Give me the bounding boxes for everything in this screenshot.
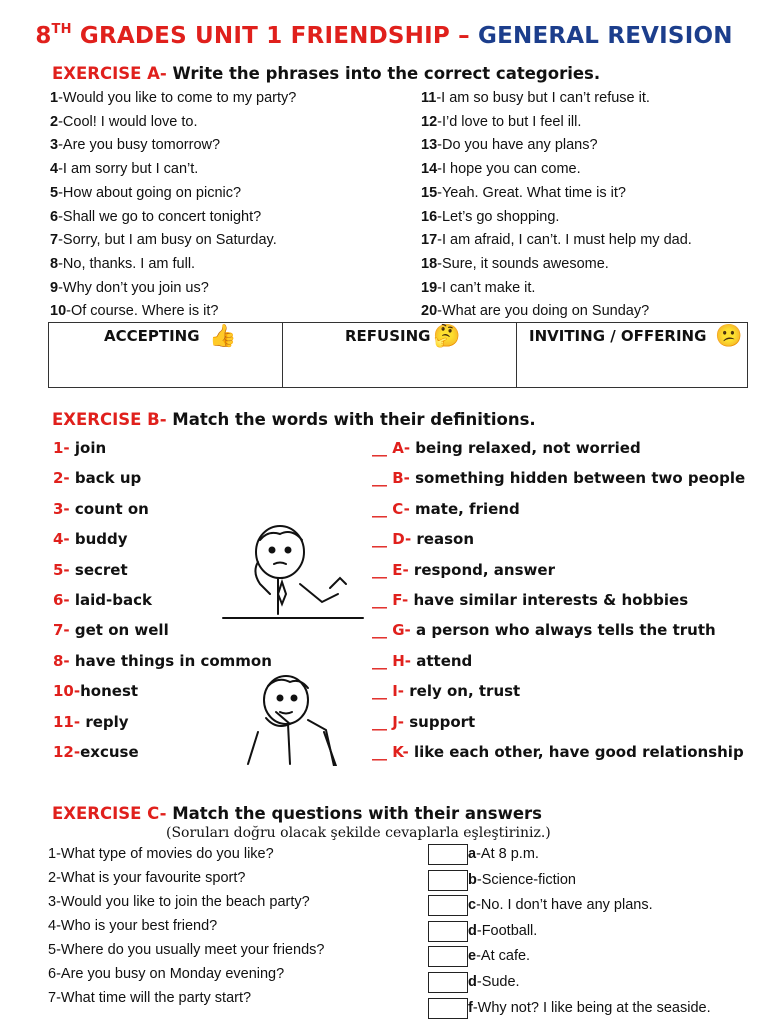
definition-code: __ F-	[372, 591, 409, 609]
word-text: have things in common	[69, 651, 272, 670]
item-number: 17	[421, 232, 438, 249]
item-number: 9	[50, 279, 59, 296]
item-number: 15	[421, 184, 438, 201]
title-grade-num: 8	[35, 23, 52, 49]
exercise-a-item	[50, 113, 198, 131]
word-number: 12-	[53, 743, 81, 761]
answer-item	[468, 999, 711, 1017]
definition-code: __ A-	[372, 439, 411, 457]
item-number: 13	[421, 137, 438, 154]
item-number: 14	[421, 161, 438, 178]
categories-table	[48, 322, 748, 388]
category-cell-inviting[interactable]	[517, 323, 748, 388]
word-number: 5-	[53, 560, 70, 579]
word-text: back up	[69, 469, 142, 488]
item-text: -Sorry, but I am busy on Saturday.	[58, 232, 277, 249]
word-item	[53, 529, 128, 549]
answer-text: -Science-fiction	[476, 871, 576, 888]
word-number: 8-	[53, 651, 70, 670]
word-item	[53, 651, 272, 671]
answer-text: -Football.	[476, 922, 538, 939]
exercise-a-item	[421, 89, 650, 107]
word-text: reply	[80, 712, 129, 731]
item-number: 18	[421, 255, 438, 272]
word-item	[53, 438, 106, 458]
exercise-a-item	[421, 231, 692, 249]
definition-text: mate, friend	[409, 499, 520, 518]
exercise-b-heading	[52, 410, 536, 429]
word-number: 7-	[53, 621, 70, 640]
exercise-a-instruction: Write the phrases into the correct categories.	[166, 64, 601, 83]
exercise-a-heading	[52, 64, 600, 83]
exercise-a-item	[50, 160, 198, 178]
item-text: -I am so busy but I can’t refuse it.	[436, 90, 650, 106]
answer-letter: d	[468, 922, 477, 939]
word-text: excuse	[80, 743, 139, 761]
definition-item[interactable]	[372, 712, 475, 732]
answer-item	[468, 845, 539, 863]
word-item	[53, 742, 139, 762]
exercise-a-item	[421, 184, 626, 202]
answer-letter: d	[468, 974, 477, 990]
category-cell-accepting[interactable]	[49, 323, 283, 388]
answer-item	[468, 896, 653, 914]
title-grade-sup: TH	[51, 22, 72, 37]
exercise-a-item	[50, 89, 296, 107]
definition-code: __ C-	[372, 499, 410, 518]
answer-box-input[interactable]	[428, 844, 468, 865]
answer-text: -Sude.	[476, 974, 520, 990]
item-number: 2	[50, 113, 59, 130]
definition-code: __ E-	[372, 560, 409, 579]
item-text: -Yeah. Great. What time is it?	[437, 184, 626, 201]
definition-item[interactable]	[372, 529, 474, 549]
exercise-c-label: EXERCISE C-	[52, 804, 167, 823]
item-text: -Shall we go to concert tonight?	[58, 208, 262, 225]
word-number: 6-	[53, 591, 70, 609]
definition-code: __ B-	[372, 469, 410, 488]
page-title	[0, 22, 768, 49]
answer-letter: a	[468, 846, 477, 862]
answer-box-input[interactable]	[428, 998, 468, 1019]
exercise-a-item	[421, 279, 535, 297]
word-text: buddy	[69, 530, 128, 549]
item-text: -What are you doing on Sunday?	[437, 303, 650, 320]
word-item	[53, 499, 149, 519]
definition-code: __ I-	[372, 682, 405, 701]
word-text: honest	[80, 682, 139, 701]
question-item: 2-What is your favourite sport?	[48, 870, 246, 886]
answer-letter: f	[468, 999, 473, 1016]
answer-item	[468, 871, 576, 889]
item-text: -I am afraid, I can’t. I must help my dad.	[437, 232, 692, 249]
definition-item[interactable]	[372, 742, 744, 762]
word-number: 4-	[53, 530, 70, 549]
answer-item	[468, 947, 530, 965]
thinking-emoji-icon: 🤔	[433, 323, 461, 348]
thinking-man-desk-illustration	[218, 522, 368, 622]
answer-letter: b	[468, 871, 477, 888]
category-label-refusing: REFUSING	[345, 327, 431, 345]
exercise-a-item	[50, 279, 209, 297]
answer-box-input[interactable]	[428, 870, 468, 891]
exercise-a-item	[421, 255, 609, 273]
item-text: -Of course. Where is it?	[66, 303, 219, 320]
definition-text: respond, answer	[408, 560, 555, 579]
item-number: 8	[50, 255, 59, 272]
word-item	[53, 681, 138, 701]
item-number: 12	[421, 113, 438, 130]
exercise-c-instruction: Match the questions with their answers	[166, 804, 542, 823]
definition-item[interactable]	[372, 651, 472, 671]
category-cell-refusing[interactable]	[283, 323, 517, 388]
exercise-a-item	[421, 113, 581, 131]
exercise-a-item	[50, 208, 261, 226]
item-text: -Cool! I would love to.	[58, 113, 198, 130]
definition-code: __ H-	[372, 651, 412, 670]
item-number: 7	[50, 232, 59, 249]
item-text: -Are you busy tomorrow?	[58, 137, 221, 154]
item-text: -How about going on picnic?	[58, 184, 242, 201]
answer-letter: c	[468, 897, 477, 914]
word-item	[53, 620, 169, 640]
category-label-accepting: ACCEPTING	[104, 327, 200, 345]
exercise-a-item	[421, 302, 649, 320]
item-number: 19	[421, 279, 438, 296]
exercise-a-item	[50, 302, 218, 320]
answer-box-input[interactable]	[428, 921, 468, 942]
definition-text: support	[404, 712, 476, 731]
item-text: -I’d love to but I feel ill.	[437, 113, 582, 130]
answer-box-input[interactable]	[428, 946, 468, 967]
title-red-part: GRADES UNIT 1 FRIENDSHIP –	[71, 23, 479, 49]
definition-text: a person who always tells the truth	[410, 621, 716, 640]
thumbs-up-emoji-icon: 👍	[209, 323, 237, 348]
item-number: 1	[50, 90, 59, 106]
item-text: -No, thanks. I am full.	[58, 255, 196, 272]
word-text: get on well	[69, 621, 169, 640]
exercise-a-item	[421, 208, 559, 226]
item-number: 16	[421, 208, 438, 225]
answer-text: -Why not? I like being at the seaside.	[472, 999, 711, 1016]
exercise-a-item	[50, 136, 220, 154]
word-text: laid-back	[69, 591, 152, 609]
definition-text: reason	[411, 530, 475, 549]
definition-text: something hidden between two people	[409, 469, 746, 488]
item-text: -Would you like to come to my party?	[58, 90, 297, 106]
title-blue-part: GENERAL REVISION	[478, 23, 733, 49]
exercise-a-item	[421, 160, 581, 178]
item-number: 20	[421, 303, 438, 320]
word-text: join	[69, 439, 107, 457]
question-item: 5-Where do you usually meet your friends?	[48, 942, 325, 958]
item-text: -Let’s go shopping.	[437, 208, 560, 225]
item-number: 3	[50, 137, 59, 154]
word-number: 11-	[53, 712, 81, 731]
definition-code: __ J-	[372, 712, 405, 731]
question-item: 1-What type of movies do you like?	[48, 846, 274, 862]
definition-text: being relaxed, not worried	[410, 439, 641, 457]
item-text: -Do you have any plans?	[437, 137, 598, 154]
item-text: -Why don’t you join us?	[58, 279, 209, 296]
definition-item[interactable]	[372, 499, 520, 519]
item-number: 10	[50, 303, 67, 320]
definition-text: have similar interests & hobbies	[408, 591, 689, 609]
word-text: secret	[69, 560, 128, 579]
definition-text: attend	[411, 651, 473, 670]
item-number: 11	[421, 90, 437, 106]
definition-item[interactable]	[372, 620, 716, 640]
definition-item[interactable]	[372, 560, 555, 580]
exercise-a-item	[50, 184, 241, 202]
item-number: 4	[50, 161, 59, 178]
exercise-b-instruction: Match the words with their definitions.	[166, 410, 536, 429]
thinking-man-pen-illustration	[228, 672, 348, 766]
item-number: 5	[50, 184, 59, 201]
item-text: -Sure, it sounds awesome.	[437, 255, 609, 272]
definition-code: __ K-	[372, 743, 409, 761]
answer-item	[468, 922, 537, 940]
question-item: 6-Are you busy on Monday evening?	[48, 966, 285, 982]
question-item: 7-What time will the party start?	[48, 990, 252, 1006]
definition-code: __ G-	[372, 621, 411, 640]
exercise-c-heading	[52, 804, 542, 823]
definition-code: __ D-	[372, 530, 412, 549]
answer-box-input[interactable]	[428, 895, 468, 916]
word-item	[53, 712, 129, 732]
exercise-b-label: EXERCISE B-	[52, 410, 167, 429]
definition-text: rely on, trust	[404, 682, 521, 701]
word-item	[53, 560, 128, 580]
answer-text: -No. I don’t have any plans.	[476, 897, 653, 914]
exercise-a-item	[50, 231, 277, 249]
word-number: 2-	[53, 469, 70, 488]
question-item: 4-Who is your best friend?	[48, 918, 218, 934]
word-number: 1-	[53, 439, 70, 457]
word-number: 3-	[53, 499, 70, 518]
exercise-c-subtitle: (Soruları doğru olacak şekilde cevaplarla eşleştiriniz.)	[166, 825, 551, 841]
definition-item[interactable]	[372, 681, 520, 701]
item-text: -I can’t make it.	[437, 279, 536, 296]
definition-item[interactable]	[372, 468, 745, 488]
exercise-a-label: EXERCISE A-	[52, 64, 167, 83]
question-item: 3-Would you like to join the beach party?	[48, 894, 310, 910]
answer-text: -At cafe.	[476, 948, 531, 965]
definition-item[interactable]	[372, 590, 688, 610]
definition-item[interactable]	[372, 438, 641, 458]
answer-box-input[interactable]	[428, 972, 468, 993]
word-item	[53, 468, 141, 488]
word-text: count on	[69, 499, 149, 518]
exercise-a-item	[421, 136, 598, 154]
answer-text: -At 8 p.m.	[476, 846, 539, 862]
exercise-a-item	[50, 255, 195, 273]
word-number: 10-	[53, 682, 81, 701]
definition-text: like each other, have good relationship	[408, 743, 744, 761]
item-number: 6	[50, 208, 59, 225]
answer-item	[468, 973, 520, 991]
item-text: -I am sorry but I can’t.	[58, 161, 199, 178]
answer-letter: e	[468, 948, 477, 965]
word-item	[53, 590, 152, 610]
item-text: -I hope you can come.	[437, 161, 581, 178]
category-label-inviting: INVITING / OFFERING	[529, 327, 707, 345]
confused-emoji-icon: 😕	[715, 323, 743, 348]
